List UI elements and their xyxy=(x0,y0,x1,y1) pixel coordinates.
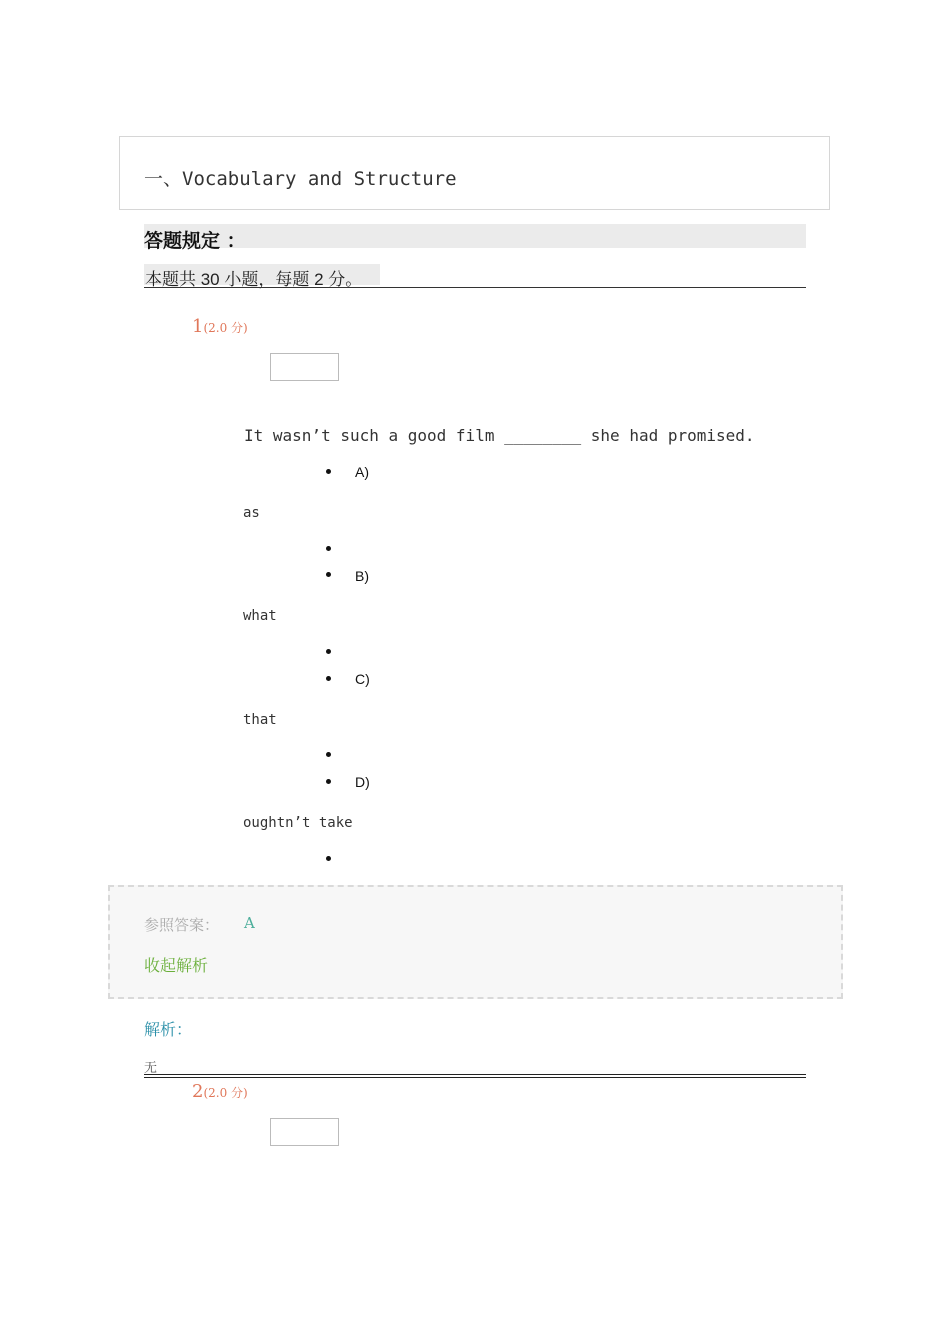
question-score: (2.0 分) xyxy=(203,1086,248,1100)
option-d-text[interactable]: oughtn’t take xyxy=(243,815,353,831)
collapse-analysis-link[interactable]: 收起解析 xyxy=(144,956,209,975)
option-d-label[interactable]: D) xyxy=(355,774,370,790)
question-1-stem: It wasn’t such a good film ________ she had promised. xyxy=(244,426,755,445)
option-a-label[interactable]: A) xyxy=(355,464,369,480)
bullet-icon xyxy=(326,856,331,861)
rules-divider xyxy=(144,287,806,288)
bullet-icon xyxy=(326,572,331,577)
bullet-icon xyxy=(326,546,331,551)
question-number: 1 xyxy=(192,316,204,337)
option-a-text[interactable]: as xyxy=(243,505,260,521)
rules-text: 本题共 30 小题，每题 2 分。 xyxy=(145,270,363,289)
question-divider xyxy=(144,1074,806,1075)
bullet-icon xyxy=(326,752,331,757)
question-2-answer-input[interactable] xyxy=(270,1118,339,1146)
option-b-label[interactable]: B) xyxy=(355,568,369,584)
question-2-header xyxy=(192,1081,248,1102)
rules-heading: 答题规定 ： xyxy=(144,230,246,252)
question-1-header xyxy=(192,316,248,337)
option-c-label[interactable]: C) xyxy=(355,671,370,687)
analysis-label: 解析： xyxy=(144,1020,193,1039)
question-divider xyxy=(144,1077,806,1078)
reference-answer-value: A xyxy=(244,914,255,932)
option-b-text[interactable]: what xyxy=(243,608,277,624)
option-c-text[interactable]: that xyxy=(243,712,277,728)
bullet-icon xyxy=(326,649,331,654)
analysis-value: 无 xyxy=(144,1061,158,1076)
question-score: (2.0 分) xyxy=(203,321,248,335)
bullet-icon xyxy=(326,779,331,784)
bullet-icon xyxy=(326,676,331,681)
answer-panel xyxy=(108,885,843,999)
section-title: 一、Vocabulary and Structure xyxy=(144,168,457,190)
question-1-answer-input[interactable] xyxy=(270,353,339,381)
reference-answer-label: 参照答案： xyxy=(144,916,220,934)
bullet-icon xyxy=(326,469,331,474)
question-number: 2 xyxy=(192,1081,204,1102)
